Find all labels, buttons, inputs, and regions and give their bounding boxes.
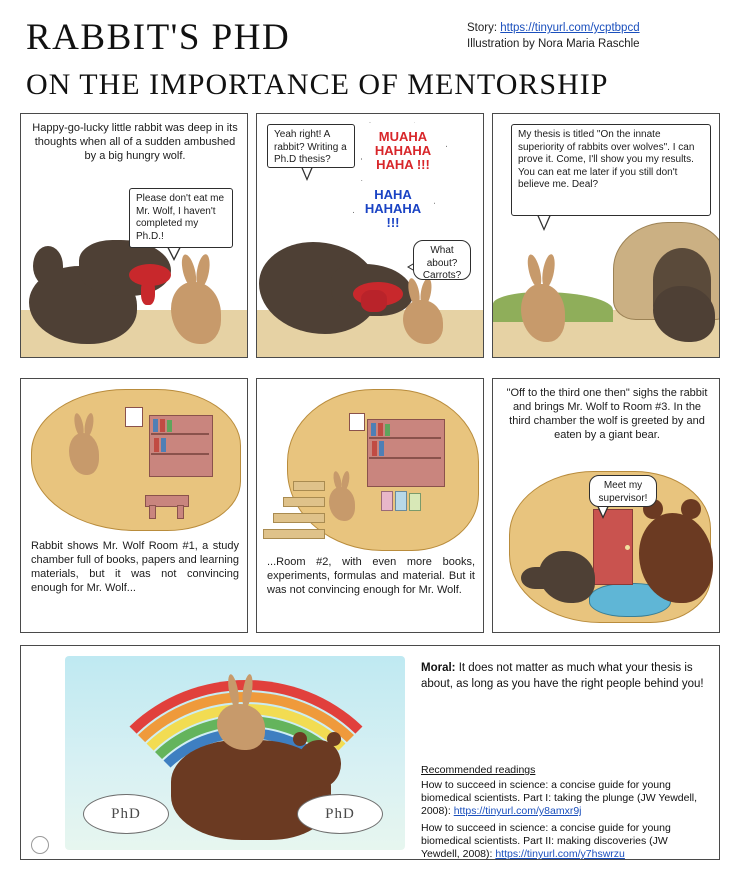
- panel-4: [20, 378, 248, 633]
- panel-6-bubble: Meet my supervisor!: [589, 475, 657, 507]
- panel-2-shout: [361, 130, 445, 172]
- reading-item: [421, 822, 709, 860]
- shout-blue-3: !!!: [386, 215, 400, 230]
- panel-6-narration: "Off to the third one then" sighs the rabbit and brings Mr. Wolf to Room #3. In the third chamber the wolf is greeted by and eaten by a giant bear.: [506, 387, 708, 441]
- shout-blue-1: HAHA: [374, 187, 412, 202]
- panel-3-bubble: My thesis is titled "On the innate superiority of rabbits over wolves". I can prove it. Come, I'll show you my results. You can eat me later if you still don't believe me. Deal?: [511, 124, 711, 216]
- cloud-right: PhD: [297, 794, 383, 834]
- story-link[interactable]: https://tinyurl.com/ycptbpcd: [500, 22, 640, 34]
- panel-2-wolf-bubble: Yeah right! A rabbit? Writing a Ph.D thesis?: [267, 124, 355, 168]
- panel-5: [256, 378, 484, 633]
- page-title-line2: ON THE IMPORTANCE OF MENTORSHIP: [26, 68, 609, 101]
- shout-blue-2: HAHAHA: [364, 201, 422, 216]
- illustration-credit: Illustration by Nora Maria Raschle: [467, 38, 640, 50]
- reading-1-link[interactable]: https://tinyurl.com/y8amxr9j: [453, 805, 582, 817]
- recommended-readings: [421, 764, 709, 860]
- panel-1-rabbit-bubble: Please don't eat me Mr. Wolf, I haven't completed my Ph.D.!: [129, 188, 233, 248]
- panel-1-narration: Happy-go-lucky little rabbit was deep in its thoughts when all of a sudden ambushed by a big hungry wolf.: [32, 122, 238, 162]
- panel-5-caption: ...Room #2, with even more books, experiments, formulas and material. But it was not convincing enough for Mr. Wolf.: [267, 556, 475, 596]
- credits: [467, 20, 722, 52]
- reading-2-link[interactable]: https://tinyurl.com/y7hswrzu: [495, 848, 625, 860]
- story-label: Story:: [467, 22, 498, 34]
- panel-2-shout-blue: [353, 188, 433, 230]
- shout-line-2: HAHAHA: [374, 143, 432, 158]
- panel-2-small-bubble: What about? Carrots?: [413, 240, 471, 280]
- shout-line-4: !!!: [416, 157, 430, 172]
- panel-6: [492, 378, 720, 633]
- signature-stamp-icon: [31, 836, 49, 854]
- panel-3: [492, 113, 720, 358]
- readings-heading: Recommended readings: [421, 764, 536, 776]
- panel-1: [20, 113, 248, 358]
- moral-body: It does not matter as much what your thesis is about, as long as you have the right people behind you!: [421, 662, 704, 690]
- panel-2: [256, 113, 484, 358]
- shout-line-1: MUAHA: [378, 129, 428, 144]
- moral-text: [421, 660, 709, 692]
- panel-4-caption: Rabbit shows Mr. Wolf Room #1, a study chamber full of books, papers and learning materials, but it was not convincing enough for Mr. Wolf...: [31, 540, 239, 594]
- page-title-line1: RABBIT'S PHD: [26, 17, 291, 58]
- cloud-left: PhD: [83, 794, 169, 834]
- page-header: [0, 0, 736, 108]
- reading-1-text: How to succeed in science: a concise guide for young biomedical scientists. Part I: taking the plunge (JW Yewdell, 2008):: [421, 779, 698, 817]
- moral-label: Moral:: [421, 662, 456, 674]
- shout-line-3: HAHA: [376, 157, 414, 172]
- reading-2-text: How to succeed in science: a concise guide for young biomedical scientists. Part II: making discoveries (JW Yewdell, 2008):: [421, 822, 671, 860]
- panel-bottom: [20, 645, 720, 860]
- reading-item: [421, 779, 709, 818]
